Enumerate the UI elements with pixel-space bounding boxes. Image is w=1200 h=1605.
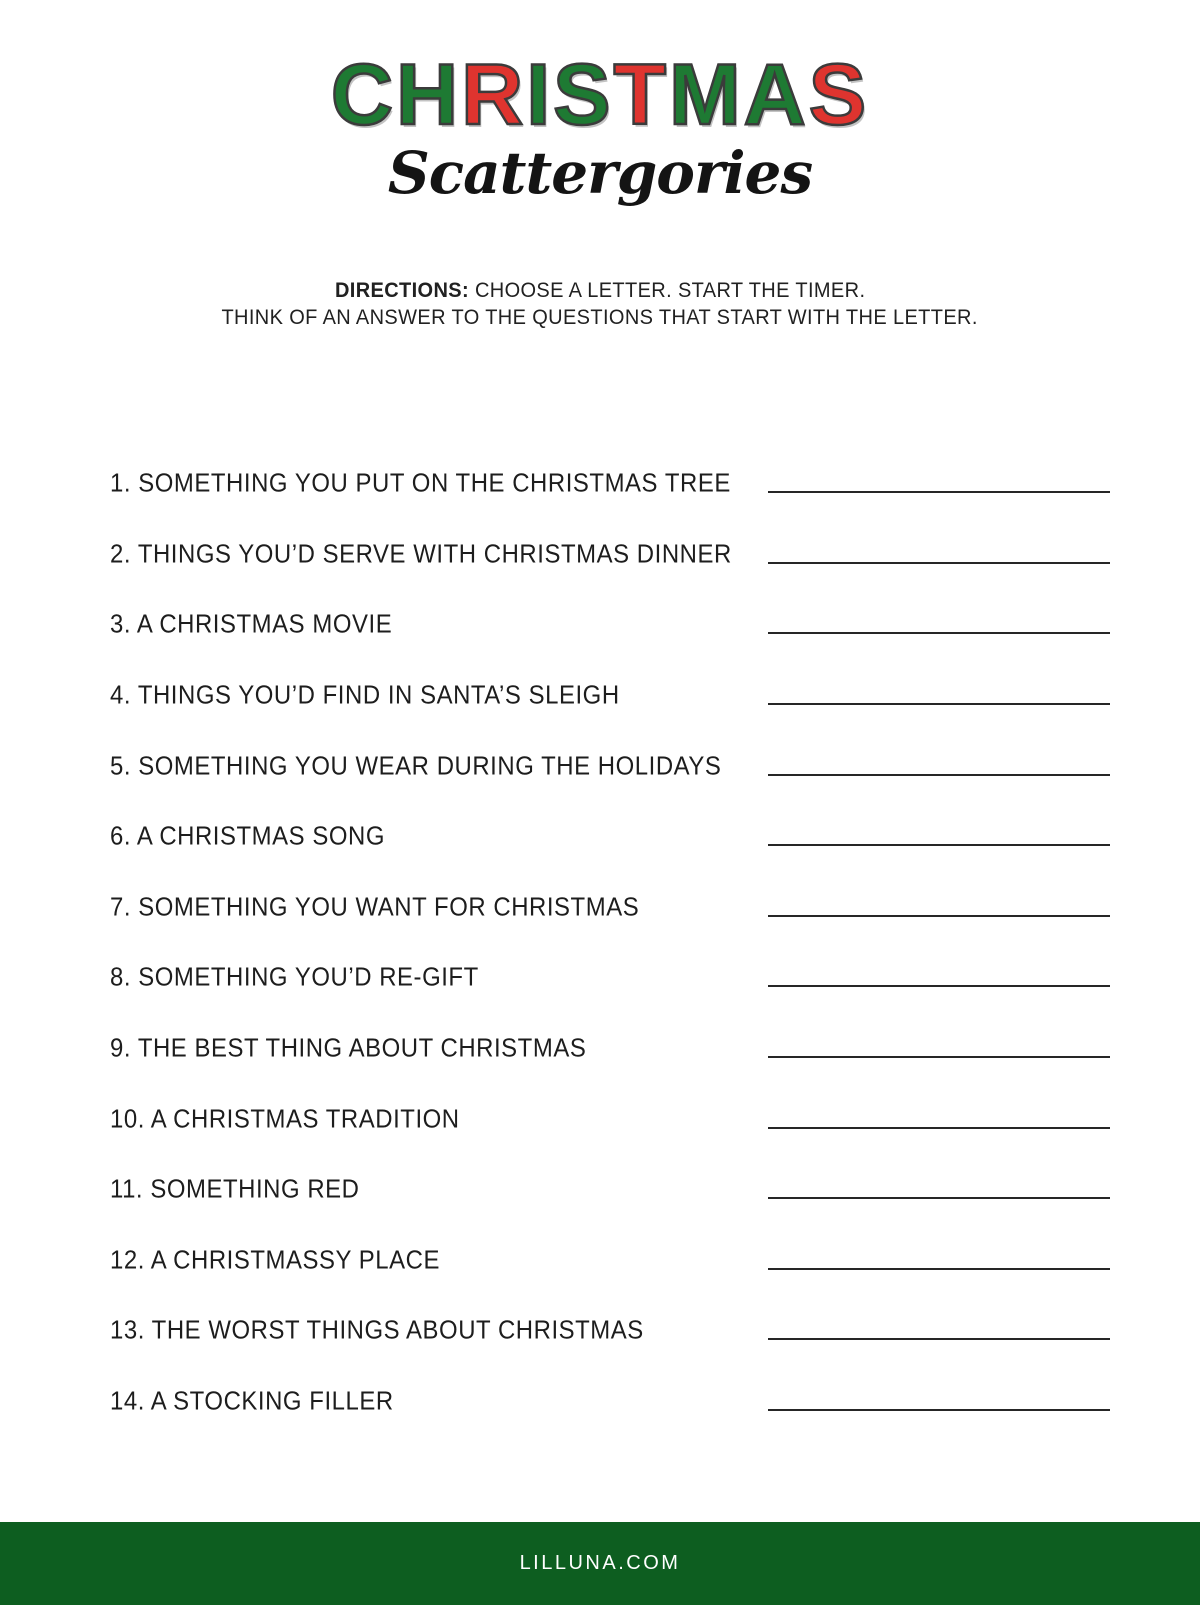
title-letter: M [669, 47, 744, 143]
title-letter: S [808, 47, 870, 143]
answer-blank-line [768, 562, 1110, 564]
question-row [110, 519, 1110, 590]
answer-blank-line [768, 1409, 1110, 1411]
question-row [110, 660, 1110, 731]
title-letter: S [553, 47, 614, 143]
question-text: 7. SOMETHING YOU WANT FOR CHRISTMAS [110, 891, 640, 922]
answer-blank-line [768, 1056, 1110, 1058]
question-text: 4. THINGS YOU’D FIND IN SANTA’S SLEIGH [110, 679, 620, 710]
answer-blank-line [768, 1127, 1110, 1129]
question-text: 1. SOMETHING YOU PUT ON THE CHRISTMAS TREE [110, 467, 731, 498]
question-text: 12. A CHRISTMASSY PLACE [110, 1244, 440, 1275]
question-label [110, 891, 685, 922]
question-label [110, 468, 785, 499]
question-row [110, 1013, 1110, 1084]
answer-blank-line [768, 1268, 1110, 1270]
worksheet-page [0, 47, 1200, 1574]
question-text: 6. A CHRISTMAS SONG [110, 820, 386, 851]
question-row [110, 942, 1110, 1013]
title-letter: H [395, 47, 462, 143]
question-row [110, 589, 1110, 660]
directions-text-2: THINK OF AN ANSWER TO THE QUESTIONS THAT START WITH THE LETTER. [221, 304, 979, 329]
question-text: 14. A STOCKING FILLER [110, 1385, 394, 1416]
question-row [110, 1225, 1110, 1296]
question-row [110, 1154, 1110, 1225]
question-row [110, 1083, 1110, 1154]
question-text: 8. SOMETHING YOU’D RE-GIFT [110, 961, 479, 992]
answer-blank-line [768, 1197, 1110, 1199]
title-letter: C [330, 47, 396, 143]
question-row [110, 872, 1110, 943]
title-letter: A [743, 47, 809, 143]
question-label [110, 609, 417, 640]
footer-site-name: LILLUNA.COM [519, 1552, 681, 1574]
question-text: 2. THINGS YOU’D SERVE WITH CHRISTMAS DINNER [110, 538, 732, 569]
directions-line-1 [0, 277, 1200, 304]
worksheet-header [0, 47, 1200, 207]
directions-text-1: CHOOSE A LETTER. START THE TIMER. [474, 277, 866, 302]
question-list [110, 448, 1110, 1436]
question-text: 13. THE WORST THINGS ABOUT CHRISTMAS [110, 1314, 644, 1345]
question-text: 10. A CHRISTMAS TRADITION [110, 1103, 460, 1134]
question-label [110, 1244, 469, 1275]
question-text: 5. SOMETHING YOU WEAR DURING THE HOLIDAYS [110, 750, 722, 781]
directions-block [0, 277, 1200, 331]
answer-blank-line [768, 774, 1110, 776]
page-subtitle: Scattergories [387, 139, 813, 207]
footer-bar [0, 1522, 1200, 1605]
question-label [110, 1315, 690, 1346]
title-letter: I [526, 47, 554, 143]
question-label [110, 821, 409, 852]
question-row [110, 1366, 1110, 1437]
directions-line-2 [0, 304, 1200, 331]
answer-blank-line [768, 491, 1110, 493]
question-label [110, 1033, 628, 1064]
answer-blank-line [768, 844, 1110, 846]
title-letter: R [461, 47, 527, 143]
answer-blank-line [768, 632, 1110, 634]
question-row [110, 448, 1110, 519]
question-text: 9. THE BEST THING ABOUT CHRISTMAS [110, 1032, 587, 1063]
question-label [110, 1103, 490, 1134]
answer-blank-line [768, 915, 1110, 917]
question-label [110, 1386, 418, 1417]
question-label [110, 962, 511, 993]
question-row [110, 801, 1110, 872]
question-row [110, 1295, 1110, 1366]
title-letter: T [613, 47, 670, 143]
page-title [0, 47, 1200, 143]
question-label [110, 538, 786, 569]
question-text: 11. SOMETHING RED [110, 1173, 360, 1204]
answer-blank-line [768, 1338, 1110, 1340]
answer-blank-line [768, 703, 1110, 705]
question-text: 3. A CHRISTMAS MOVIE [110, 608, 393, 639]
question-row [110, 730, 1110, 801]
question-label [110, 1174, 381, 1205]
question-label [110, 750, 775, 781]
answer-blank-line [768, 985, 1110, 987]
question-label [110, 680, 664, 711]
directions-label: DIRECTIONS: [334, 277, 469, 302]
